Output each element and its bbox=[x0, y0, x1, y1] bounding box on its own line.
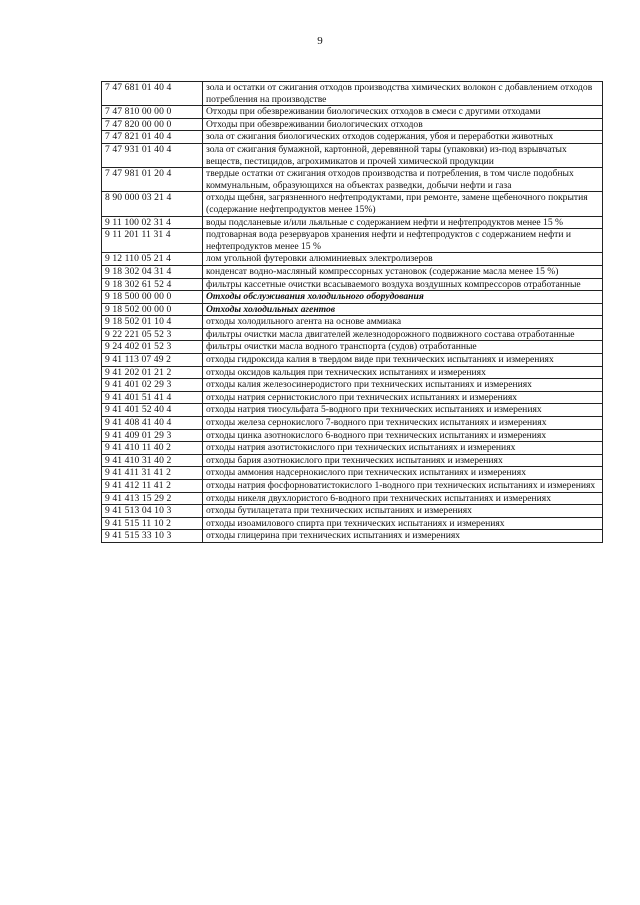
waste-code-cell: 9 41 202 01 21 2 bbox=[102, 366, 203, 379]
waste-description-cell: Отходы обслуживания холодильного оборудования bbox=[203, 291, 603, 304]
waste-code-cell: 9 41 409 01 29 3 bbox=[102, 429, 203, 442]
waste-code-cell: 9 41 513 04 10 3 bbox=[102, 505, 203, 518]
waste-description-cell: отходы аммония надсернокислого при технических испытаниях и измерениях bbox=[203, 467, 603, 480]
waste-description-cell: отходы натрия фосфорноватистокислого 1-водного при технических испытаниях и измерениях bbox=[203, 480, 603, 493]
waste-code-cell: 9 41 412 11 41 2 bbox=[102, 480, 203, 493]
table-row bbox=[102, 82, 603, 106]
waste-description-cell: зола и остатки от сжигания отходов производства химических волокон с добавлением отходов потребления на производстве bbox=[203, 82, 603, 106]
waste-code-cell: 8 90 000 03 21 4 bbox=[102, 192, 203, 216]
table-row bbox=[102, 341, 603, 354]
waste-description-cell: отходы глицерина при технических испытаниях и измерениях bbox=[203, 530, 603, 543]
table-row bbox=[102, 192, 603, 216]
table-row bbox=[102, 106, 603, 119]
table-row bbox=[102, 168, 603, 192]
waste-classification-table bbox=[101, 81, 603, 543]
table-body bbox=[102, 82, 603, 543]
waste-description-cell: Отходы при обезвреживании биологических отходов bbox=[203, 118, 603, 131]
waste-description-cell: подтоварная вода резервуаров хранения нефти и нефтепродуктов с содержанием нефти и нефтепродуктов менее 15 % bbox=[203, 229, 603, 253]
table-row bbox=[102, 391, 603, 404]
waste-description-cell: отходы цинка азотнокислого 6-водного при технических испытаниях и измерениях bbox=[203, 429, 603, 442]
waste-code-cell: 9 18 302 04 31 4 bbox=[102, 265, 203, 278]
table-row bbox=[102, 417, 603, 430]
waste-code-cell: 9 18 502 00 00 0 bbox=[102, 303, 203, 316]
table-row bbox=[102, 229, 603, 253]
waste-description-cell: отходы бария азотнокислого при технических испытаниях и измерениях bbox=[203, 454, 603, 467]
table-row bbox=[102, 291, 603, 304]
waste-description-cell: отходы калия железосинеродистого при технических испытаниях и измерениях bbox=[203, 379, 603, 392]
table-row bbox=[102, 530, 603, 543]
waste-description-cell: зола от сжигания биологических отходов содержания, убоя и переработки животных bbox=[203, 131, 603, 144]
waste-code-cell: 9 18 500 00 00 0 bbox=[102, 291, 203, 304]
waste-code-cell: 7 47 820 00 00 0 bbox=[102, 118, 203, 131]
waste-code-cell: 7 47 821 01 40 4 bbox=[102, 131, 203, 144]
table-row bbox=[102, 429, 603, 442]
waste-code-cell: 9 18 502 01 10 4 bbox=[102, 316, 203, 329]
table-row bbox=[102, 316, 603, 329]
table-row bbox=[102, 505, 603, 518]
waste-code-cell: 9 41 401 02 29 3 bbox=[102, 379, 203, 392]
table-row bbox=[102, 480, 603, 493]
waste-description-cell: Отходы холодильных агентов bbox=[203, 303, 603, 316]
table-row bbox=[102, 354, 603, 367]
waste-description-cell: лом угольной футеровки алюминиевых электролизеров bbox=[203, 253, 603, 266]
waste-code-cell: 9 24 402 01 52 3 bbox=[102, 341, 203, 354]
waste-description-cell: отходы изоамилового спирта при технических испытаниях и измерениях bbox=[203, 517, 603, 530]
waste-description-cell: твердые остатки от сжигания отходов производства и потребления, в том числе подобных коммунальным, образующихся на объектах разведки, добычи нефти и газа bbox=[203, 168, 603, 192]
waste-code-cell: 9 41 401 51 41 4 bbox=[102, 391, 203, 404]
table-row bbox=[102, 278, 603, 291]
waste-description-cell: отходы оксидов кальция при технических испытаниях и измерениях bbox=[203, 366, 603, 379]
waste-code-cell: 9 41 515 33 10 3 bbox=[102, 530, 203, 543]
waste-code-cell: 9 11 201 11 31 4 bbox=[102, 229, 203, 253]
waste-code-cell: 9 41 408 41 40 4 bbox=[102, 417, 203, 430]
waste-description-cell: отходы натрия азотистокислого при технических испытаниях и измерениях bbox=[203, 442, 603, 455]
waste-description-cell: конденсат водно-масляный компрессорных установок (содержание масла менее 15 %) bbox=[203, 265, 603, 278]
waste-description-cell: отходы холодильного агента на основе аммиака bbox=[203, 316, 603, 329]
table-row bbox=[102, 216, 603, 229]
table-row bbox=[102, 492, 603, 505]
waste-code-cell: 9 41 413 15 29 2 bbox=[102, 492, 203, 505]
waste-description-cell: воды подсланевые и/или льяльные с содержанием нефти и нефтепродуктов менее 15 % bbox=[203, 216, 603, 229]
table-row bbox=[102, 404, 603, 417]
waste-code-cell: 9 12 110 05 21 4 bbox=[102, 253, 203, 266]
waste-description-cell: фильтры очистки масла двигателей железнодорожного подвижного состава отработанные bbox=[203, 328, 603, 341]
table-row bbox=[102, 442, 603, 455]
waste-description-cell: отходы никеля двухлористого 6-водного при технических испытаниях и измерениях bbox=[203, 492, 603, 505]
table-row bbox=[102, 131, 603, 144]
waste-description-cell: фильтры кассетные очистки всасываемого воздуха воздушных компрессоров отработанные bbox=[203, 278, 603, 291]
waste-code-cell: 9 41 113 07 49 2 bbox=[102, 354, 203, 367]
table-row bbox=[102, 328, 603, 341]
waste-code-cell: 9 18 302 61 52 4 bbox=[102, 278, 203, 291]
waste-code-cell: 9 41 401 52 40 4 bbox=[102, 404, 203, 417]
table-row bbox=[102, 118, 603, 131]
table-row bbox=[102, 265, 603, 278]
waste-code-cell: 7 47 681 01 40 4 bbox=[102, 82, 203, 106]
waste-description-cell: отходы натрия тиосульфата 5-водного при технических испытаниях и измерениях bbox=[203, 404, 603, 417]
waste-description-cell: зола от сжигания бумажной, картонной, деревянной тары (упаковки) из-под взрывчатых веществ, пестицидов, агрохимикатов и прочей химической продукции bbox=[203, 143, 603, 167]
waste-code-cell: 9 41 410 11 40 2 bbox=[102, 442, 203, 455]
waste-description-cell: отходы щебня, загрязненного нефтепродуктами, при ремонте, замене щебеночного покрытия (содержание нефтепродуктов менее 15%) bbox=[203, 192, 603, 216]
table-row bbox=[102, 517, 603, 530]
waste-code-cell: 9 11 100 02 31 4 bbox=[102, 216, 203, 229]
waste-description-cell: отходы гидроксида калия в твердом виде при технических испытаниях и измерениях bbox=[203, 354, 603, 367]
table-row bbox=[102, 366, 603, 379]
waste-code-cell: 9 41 515 11 10 2 bbox=[102, 517, 203, 530]
waste-code-cell: 7 47 931 01 40 4 bbox=[102, 143, 203, 167]
table-row bbox=[102, 143, 603, 167]
waste-description-cell: отходы железа сернокислого 7-водного при технических испытаниях и измерениях bbox=[203, 417, 603, 430]
table-row bbox=[102, 454, 603, 467]
page-number: 9 bbox=[317, 35, 323, 47]
table-row bbox=[102, 379, 603, 392]
waste-code-cell: 9 41 411 31 41 2 bbox=[102, 467, 203, 480]
waste-description-cell: отходы бутилацетата при технических испытаниях и измерениях bbox=[203, 505, 603, 518]
waste-code-cell: 7 47 981 01 20 4 bbox=[102, 168, 203, 192]
table-row bbox=[102, 253, 603, 266]
table-row bbox=[102, 303, 603, 316]
table-row bbox=[102, 467, 603, 480]
waste-code-cell: 7 47 810 00 00 0 bbox=[102, 106, 203, 119]
waste-code-cell: 9 41 410 31 40 2 bbox=[102, 454, 203, 467]
waste-description-cell: Отходы при обезвреживании биологических отходов в смеси с другими отходами bbox=[203, 106, 603, 119]
waste-description-cell: отходы натрия сернистокислого при технических испытаниях и измерениях bbox=[203, 391, 603, 404]
waste-code-cell: 9 22 221 05 52 3 bbox=[102, 328, 203, 341]
waste-description-cell: фильтры очистки масла водного транспорта (судов) отработанные bbox=[203, 341, 603, 354]
